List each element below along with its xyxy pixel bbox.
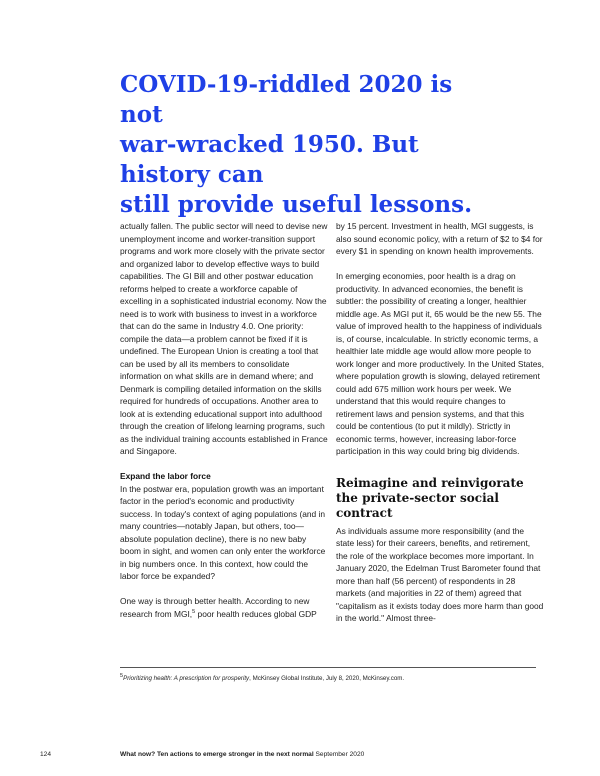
footnote-divider	[120, 667, 536, 668]
body-paragraph: In emerging economies, poor health is a drag on productivity. In advanced economies, the benefit is subtler: the possibility of creating a longer, healthier middle age. As MGI put it, 65 would be the new 55. The value of improved health to the happiness of individuals is, of course, incalculable. In strictly economic terms, a healthier late middle age would allow more people to work longer and more productively. In the United States, where population growth is slowing, delayed retirement could add 675 million work hours per week. We understand that this would require changes to retirement laws and pension systems, and that this could be contentious (to put it mildly). Strictly in economic terms, however, increasing labor-force participation in this way could bring big dividends.	[336, 271, 544, 456]
footnote-title: Prioritizing health: A prescription for prosperity	[123, 675, 250, 682]
pull-quote-line: still provide useful lessons.	[120, 191, 473, 218]
body-paragraph: actually fallen. The public sector will need to devise new unemployment income and worker-transition support programs and work more closely with the private sector and organized labor to develop effective ways to build capabilities. The GI Bill and other postwar education reforms helped to create a workforce capable of excelling in a sophisticated industrial economy. Now the need is to work with business to invest in a workforce that can do the same in Industry 4.0. One priority: compile the data—a problem cannot be fixed if it is undefined. The European Union is creating a tool that can be used by all its members to consolidate information on what skills are in demand where; and Denmark is compiling detailed information on the skills required for hundreds of occupations. Another area to look at is extending educational support into adulthood through the creation of lifelong learning programs, such as the individual training accounts established in France and Singapore.	[120, 221, 328, 456]
body-paragraph: In the postwar era, population growth was an important factor in the period's economic and productivity success. In today's context of aging populations (and in many countries—notably Japan, but others, too—absolute population decline), there is no new baby boom in sight, and women can only enter the workforce in big numbers once. In this context, how could the labor force be expanded?	[120, 483, 326, 581]
body-paragraph: As individuals assume more responsibility (and the state less) for their careers, benefits, and retirement, the role of the workplace becomes more important. In January 2020, the Edelman Trust Barometer found that more than half (56 percent) of respondents in 28 markets (and majorities in 22 of them) agreed that "capitalism as it exists today does more harm than good in the world." Almost three-	[336, 525, 544, 623]
footnote-source: , McKinsey Global Institute, July 8, 2020, McKinsey.com.	[249, 675, 405, 682]
page-number: 124	[40, 751, 52, 758]
pull-quote-line: COVID-19-riddled 2020 is not	[120, 71, 453, 128]
body-paragraph: by 15 percent. Investment in health, MGI suggests, is also sound economic policy, with a return of $2 to $4 for every $1 in spending on known health improvements.	[336, 221, 543, 256]
footnote-number: 5	[120, 672, 124, 679]
body-text: poor health reduces global GDP	[195, 608, 317, 619]
book-title: What now? Ten actions to emerge stronger in the next normal	[120, 751, 314, 758]
section-heading-expand-labor-force: Expand the labor force	[120, 471, 211, 481]
right-column	[336, 220, 544, 637]
body-text: One way is through better health. According to new research from MGI,	[120, 596, 310, 619]
running-footer	[120, 750, 364, 759]
pull-quote	[120, 70, 500, 220]
footnote	[120, 674, 540, 683]
body-paragraph	[120, 595, 328, 620]
section-heading-social-contract: Reimagine and reinvigorate the private-sector social contract	[336, 475, 524, 520]
footnote-reference[interactable]: 5	[192, 608, 196, 615]
left-column	[120, 220, 328, 633]
pull-quote-line: war-wracked 1950. But history can	[120, 131, 419, 188]
publication-date: September 2020	[315, 751, 365, 758]
